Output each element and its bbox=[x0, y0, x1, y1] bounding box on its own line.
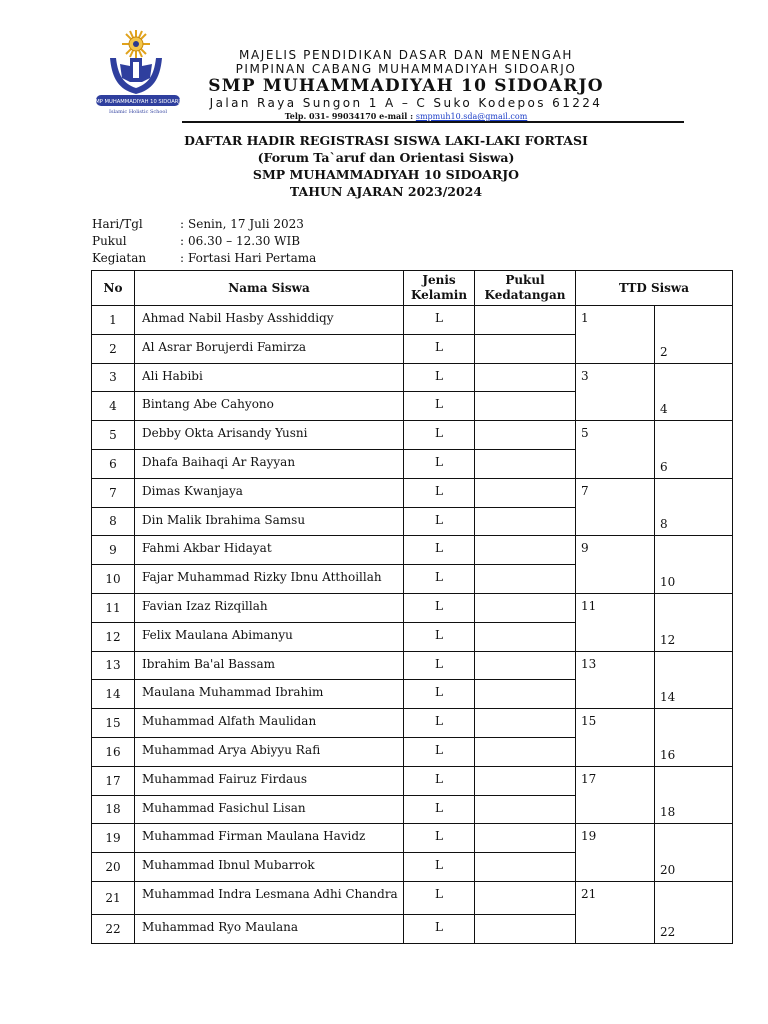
row-number: 4 bbox=[92, 392, 135, 421]
signature-number: 13 bbox=[581, 656, 597, 671]
arrival-time-cell[interactable] bbox=[475, 622, 576, 651]
event-info-row: Pukul : 06.30 – 12.30 WIB bbox=[92, 234, 301, 248]
row-number: 6 bbox=[92, 449, 135, 478]
table-row bbox=[92, 363, 733, 392]
signature-cell[interactable] bbox=[576, 593, 655, 651]
student-sex: L bbox=[404, 824, 475, 853]
arrival-time-cell[interactable] bbox=[475, 392, 576, 421]
arrival-time-cell[interactable] bbox=[475, 363, 576, 392]
student-name: Ahmad Nabil Hasby Asshiddiqy bbox=[135, 306, 404, 335]
signature-cell[interactable] bbox=[576, 881, 655, 943]
signature-number: 22 bbox=[660, 924, 676, 939]
student-sex: L bbox=[404, 421, 475, 450]
event-info-row: Kegiatan : Fortasi Hari Pertama bbox=[92, 251, 317, 265]
signature-number: 18 bbox=[660, 805, 676, 820]
signature-cell[interactable] bbox=[655, 306, 733, 364]
arrival-time-cell[interactable] bbox=[475, 334, 576, 363]
signature-cell[interactable] bbox=[655, 824, 733, 882]
table-row bbox=[92, 766, 733, 795]
letterhead-line2: PIMPINAN CABANG MUHAMMADIYAH SIDOARJO bbox=[235, 62, 577, 76]
table-row bbox=[92, 651, 733, 680]
student-name: Debby Okta Arisandy Yusni bbox=[135, 421, 404, 450]
header-signature: TTD Siswa bbox=[576, 271, 733, 306]
arrival-time-cell[interactable] bbox=[475, 824, 576, 853]
signature-cell[interactable] bbox=[655, 536, 733, 594]
arrival-time-cell[interactable] bbox=[475, 737, 576, 766]
letterhead-school-name: SMP MUHAMMADIYAH 10 SIDOARJO bbox=[208, 76, 604, 96]
document-year: TAHUN AJARAN 2023/2024 bbox=[289, 184, 483, 199]
row-number: 16 bbox=[92, 737, 135, 766]
signature-number: 20 bbox=[660, 862, 676, 877]
row-number: 19 bbox=[92, 824, 135, 853]
signature-number: 16 bbox=[660, 747, 676, 762]
signature-number: 4 bbox=[660, 402, 668, 417]
signature-number: 1 bbox=[581, 311, 589, 325]
student-name: Ali Habibi bbox=[135, 363, 404, 392]
letterhead-phone: Telp. 031- 99034170 bbox=[284, 111, 377, 121]
arrival-time-cell[interactable] bbox=[475, 853, 576, 882]
row-number: 5 bbox=[92, 421, 135, 450]
attendance-table bbox=[91, 270, 733, 944]
row-number: 21 bbox=[92, 881, 135, 914]
arrival-time-cell[interactable] bbox=[475, 536, 576, 565]
row-number: 7 bbox=[92, 478, 135, 507]
table-row bbox=[92, 306, 733, 335]
row-number: 1 bbox=[92, 306, 135, 335]
student-sex: L bbox=[404, 536, 475, 565]
table-row bbox=[92, 709, 733, 738]
student-sex: L bbox=[404, 306, 475, 335]
table-row bbox=[92, 478, 733, 507]
student-sex: L bbox=[404, 478, 475, 507]
school-logo bbox=[92, 28, 184, 120]
arrival-time-cell[interactable] bbox=[475, 881, 576, 914]
signature-cell[interactable] bbox=[655, 766, 733, 824]
signature-cell[interactable] bbox=[576, 824, 655, 882]
signature-cell[interactable] bbox=[576, 651, 655, 709]
event-info-value: 06.30 – 12.30 WIB bbox=[188, 234, 301, 248]
student-sex: L bbox=[404, 795, 475, 824]
student-name: Muhammad Ibnul Mubarrok bbox=[135, 853, 404, 882]
row-number: 2 bbox=[92, 334, 135, 363]
row-number: 17 bbox=[92, 766, 135, 795]
table-row bbox=[92, 593, 733, 622]
arrival-time-cell[interactable] bbox=[475, 651, 576, 680]
student-name: Muhammad Indra Lesmana Adhi Chandra bbox=[135, 881, 404, 914]
arrival-time-cell[interactable] bbox=[475, 306, 576, 335]
signature-cell[interactable] bbox=[655, 651, 733, 709]
student-sex: L bbox=[404, 392, 475, 421]
table-row bbox=[92, 536, 733, 565]
letterhead-email-label: e-mail : bbox=[379, 111, 414, 121]
document-title: DAFTAR HADIR REGISTRASI SISWA LAKI-LAKI FORTASI bbox=[184, 133, 588, 148]
signature-cell[interactable] bbox=[655, 478, 733, 536]
signature-cell[interactable] bbox=[655, 421, 733, 479]
sun-emblem-icon bbox=[122, 30, 150, 58]
signature-cell[interactable] bbox=[576, 766, 655, 824]
student-sex: L bbox=[404, 593, 475, 622]
document-subtitle: (Forum Ta`aruf dan Orientasi Siswa) bbox=[257, 150, 515, 165]
signature-number: 17 bbox=[581, 771, 597, 786]
signature-number: 5 bbox=[581, 426, 589, 441]
student-sex: L bbox=[404, 565, 475, 594]
signature-cell[interactable] bbox=[576, 709, 655, 767]
student-name: Muhammad Arya Abiyyu Rafi bbox=[135, 737, 404, 766]
signature-cell[interactable] bbox=[576, 306, 655, 364]
signature-number: 3 bbox=[581, 368, 589, 383]
signature-cell[interactable] bbox=[576, 536, 655, 594]
signature-cell[interactable] bbox=[655, 363, 733, 421]
signature-number: 9 bbox=[581, 541, 589, 556]
event-info-value: Fortasi Hari Pertama bbox=[188, 251, 317, 265]
row-number: 8 bbox=[92, 507, 135, 536]
student-sex: L bbox=[404, 914, 475, 943]
arrival-time-cell[interactable] bbox=[475, 449, 576, 478]
event-info-row: Hari/Tgl : Senin, 17 Juli 2023 bbox=[92, 217, 304, 231]
letterhead-divider bbox=[182, 121, 684, 123]
student-name: Ibrahim Ba'al Bassam bbox=[135, 651, 404, 680]
event-info-label: Pukul bbox=[92, 234, 127, 248]
signature-number: 15 bbox=[581, 714, 597, 729]
signature-cell[interactable] bbox=[576, 421, 655, 479]
event-info-label: Kegiatan bbox=[92, 251, 147, 265]
student-sex: L bbox=[404, 622, 475, 651]
row-number: 18 bbox=[92, 795, 135, 824]
student-sex: L bbox=[404, 737, 475, 766]
student-name: Fahmi Akbar Hidayat bbox=[135, 536, 404, 565]
signature-number: 19 bbox=[581, 829, 597, 844]
event-info-label: Hari/Tgl bbox=[92, 217, 143, 231]
signature-number: 7 bbox=[581, 483, 589, 498]
signature-number: 14 bbox=[660, 690, 676, 705]
row-number: 10 bbox=[92, 565, 135, 594]
row-number: 11 bbox=[92, 593, 135, 622]
svg-text:Islamic Holistic School: Islamic Holistic School bbox=[108, 109, 168, 115]
student-name: Muhammad Ryo Maulana bbox=[135, 914, 404, 943]
letterhead-email-link[interactable]: smpmuh10.sda@gmail.com bbox=[415, 112, 528, 121]
student-name: Muhammad Fasichul Lisan bbox=[135, 795, 404, 824]
student-sex: L bbox=[404, 881, 475, 914]
arrival-time-cell[interactable] bbox=[475, 914, 576, 943]
arrival-time-cell[interactable] bbox=[475, 593, 576, 622]
student-name: Dimas Kwanjaya bbox=[135, 478, 404, 507]
signature-cell[interactable] bbox=[655, 709, 733, 767]
signature-number: 6 bbox=[660, 459, 668, 474]
student-name: Bintang Abe Cahyono bbox=[135, 392, 404, 421]
header-name: Nama Siswa bbox=[135, 271, 404, 306]
signature-cell[interactable] bbox=[576, 478, 655, 536]
signature-cell[interactable] bbox=[655, 881, 733, 943]
signature-number: 2 bbox=[660, 344, 668, 359]
event-info-value: Senin, 17 Juli 2023 bbox=[188, 217, 304, 231]
student-sex: L bbox=[404, 363, 475, 392]
letterhead-line1: MAJELIS PENDIDIKAN DASAR DAN MENENGAH bbox=[238, 48, 574, 62]
row-number: 12 bbox=[92, 622, 135, 651]
arrival-time-cell[interactable] bbox=[475, 709, 576, 738]
arrival-time-cell[interactable] bbox=[475, 421, 576, 450]
student-name: Fajar Muhammad Rizky Ibnu Atthoillah bbox=[135, 565, 404, 594]
student-sex: L bbox=[404, 766, 475, 795]
book-tower-icon bbox=[110, 58, 162, 94]
student-name: Muhammad Alfath Maulidan bbox=[135, 709, 404, 738]
student-name: Muhammad Firman Maulana Havidz bbox=[135, 824, 404, 853]
arrival-time-cell[interactable] bbox=[475, 680, 576, 709]
arrival-time-cell[interactable] bbox=[475, 507, 576, 536]
signature-number: 10 bbox=[660, 574, 676, 589]
row-number: 20 bbox=[92, 853, 135, 882]
arrival-time-cell[interactable] bbox=[475, 795, 576, 824]
student-sex: L bbox=[404, 680, 475, 709]
letterhead-address: Jalan Raya Sungon 1 A – C Suko Kodepos 61224 bbox=[209, 96, 603, 110]
student-name: Din Malik Ibrahima Samsu bbox=[135, 507, 404, 536]
student-sex: L bbox=[404, 651, 475, 680]
table-row bbox=[92, 824, 733, 853]
letterhead bbox=[190, 48, 622, 122]
header-arrival-time: Pukul Kedatangan bbox=[475, 271, 576, 306]
signature-number: 8 bbox=[660, 517, 668, 532]
event-info bbox=[92, 216, 316, 267]
signature-number: 11 bbox=[581, 598, 597, 613]
student-sex: L bbox=[404, 709, 475, 738]
student-sex: L bbox=[404, 449, 475, 478]
document-school: SMP MUHAMMADIYAH 10 SIDOARJO bbox=[252, 167, 520, 182]
table-row bbox=[92, 421, 733, 450]
signature-number: 12 bbox=[660, 632, 676, 647]
student-sex: L bbox=[404, 507, 475, 536]
header-sex: Jenis Kelamin bbox=[404, 271, 475, 306]
arrival-time-cell[interactable] bbox=[475, 565, 576, 594]
student-name: Favian Izaz Rizqillah bbox=[135, 593, 404, 622]
signature-cell[interactable] bbox=[576, 363, 655, 421]
svg-text:SMP MUHAMMADIYAH 10 SIDOARJO: SMP MUHAMMADIYAH 10 SIDOARJO bbox=[92, 99, 184, 105]
table-row bbox=[92, 881, 733, 914]
student-name: Felix Maulana Abimanyu bbox=[135, 622, 404, 651]
arrival-time-cell[interactable] bbox=[475, 766, 576, 795]
student-name: Al Asrar Borujerdi Famirza bbox=[135, 334, 404, 363]
row-number: 14 bbox=[92, 680, 135, 709]
student-name: Muhammad Fairuz Firdaus bbox=[135, 766, 404, 795]
student-name: Dhafa Baihaqi Ar Rayyan bbox=[135, 449, 404, 478]
student-sex: L bbox=[404, 334, 475, 363]
student-sex: L bbox=[404, 853, 475, 882]
row-number: 13 bbox=[92, 651, 135, 680]
document-title-block bbox=[90, 132, 682, 200]
header-no: No bbox=[92, 271, 135, 306]
row-number: 15 bbox=[92, 709, 135, 738]
student-name: Maulana Muhammad Ibrahim bbox=[135, 680, 404, 709]
signature-cell[interactable] bbox=[655, 593, 733, 651]
row-number: 22 bbox=[92, 914, 135, 943]
arrival-time-cell[interactable] bbox=[475, 478, 576, 507]
row-number: 3 bbox=[92, 363, 135, 392]
signature-number: 21 bbox=[581, 886, 597, 901]
row-number: 9 bbox=[92, 536, 135, 565]
table-header-row bbox=[92, 271, 733, 306]
